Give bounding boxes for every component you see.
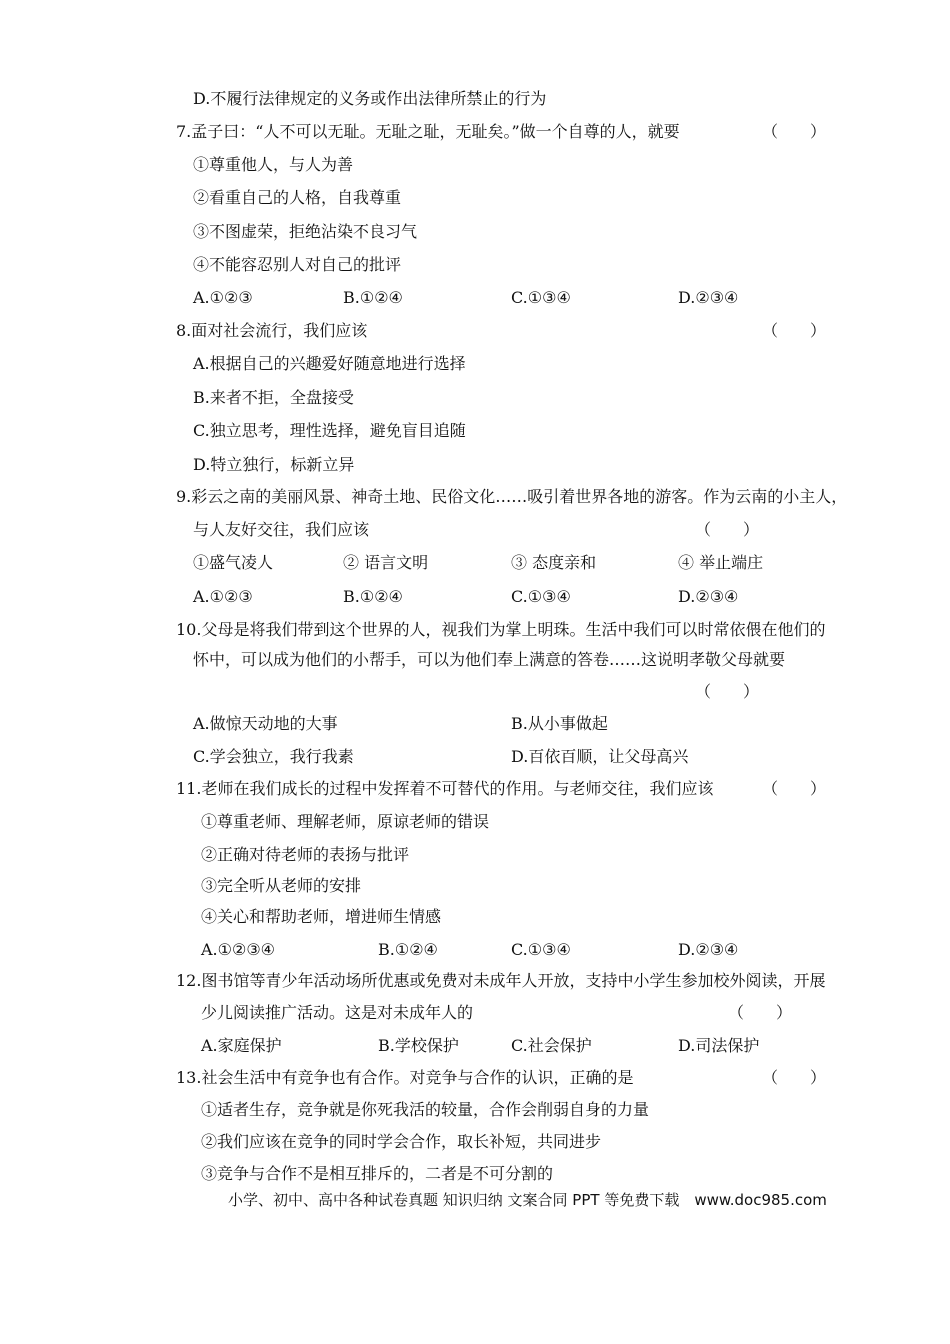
q7-choice-a: A.①②③ — [193, 288, 253, 307]
q9-item-4: ④ 举止端庄 — [678, 553, 764, 572]
q9-choice-b: B.①②④ — [343, 587, 403, 606]
q12-choice-a: A.家庭保护 — [201, 1036, 282, 1055]
q7-item-4: ④不能容忍别人对自己的批评 — [193, 255, 402, 274]
q7-item-3: ③不图虚荣，拒绝沾染不良习气 — [193, 222, 418, 241]
q12-stem-line2: 少儿阅读推广活动。这是对未成年人的 — [201, 1003, 474, 1022]
q10-option-b: B.从小事做起 — [511, 714, 608, 733]
q10-stem-line2: 怀中，可以成为他们的小帮手，可以为他们奉上满意的答卷……这说明孝敬父母就要 — [193, 650, 786, 669]
q8-option-d: D.特立独行，标新立异 — [193, 455, 355, 474]
q8-option-a: A.根据自己的兴趣爱好随意地进行选择 — [193, 354, 466, 373]
q12-answer-paren: （ ） — [728, 1003, 793, 1022]
q6-option-d: D.不履行法律规定的义务或作出法律所禁止的行为 — [193, 89, 547, 108]
q12-stem-line1: 12.图书馆等青少年活动场所优惠或免费对未成年人开放，支持中小学生参加校外阅读，开展 — [176, 971, 826, 990]
q9-answer-paren: （ ） — [695, 520, 760, 539]
q12-choice-d: D.司法保护 — [678, 1036, 760, 1055]
q8-answer-paren: （ ） — [762, 321, 827, 340]
q7-choice-b: B.①②④ — [343, 288, 403, 307]
q10-option-d: D.百依百顺，让父母高兴 — [511, 747, 689, 766]
q10-answer-paren: （ ） — [695, 682, 760, 701]
q13-item-1: ①适者生存，竞争就是你死我活的较量，合作会削弱自身的力量 — [201, 1100, 650, 1119]
q11-choice-d: D.②③④ — [678, 940, 739, 959]
q9-item-1: ①盛气凌人 — [193, 553, 274, 572]
q9-item-2: ② 语言文明 — [343, 553, 429, 572]
q8-option-c: C.独立思考，理性选择，避免盲目追随 — [193, 421, 466, 440]
q8-option-b: B.来者不拒，全盘接受 — [193, 388, 354, 407]
q10-option-c: C.学会独立，我行我素 — [193, 747, 354, 766]
q9-item-3: ③ 态度亲和 — [511, 553, 597, 572]
q11-choice-c: C.①③④ — [511, 940, 571, 959]
q9-choice-d: D.②③④ — [678, 587, 739, 606]
page-footer: 小学、初中、高中各种试卷真题 知识归纳 文案合同 PPT 等免费下载 www.doc985.com — [228, 1191, 827, 1209]
q11-item-2: ②正确对待老师的表扬与批评 — [201, 845, 410, 864]
q7-answer-paren: （ ） — [762, 122, 827, 141]
q9-stem-line1: 9.彩云之南的美丽风景、神奇土地、民俗文化……吸引着世界各地的游客。作为云南的小主人， — [176, 487, 848, 506]
q7-choice-d: D.②③④ — [678, 288, 739, 307]
q11-item-3: ③完全听从老师的安排 — [201, 876, 362, 895]
q13-answer-paren: （ ） — [762, 1068, 827, 1087]
q11-item-4: ④关心和帮助老师，增进师生情感 — [201, 907, 442, 926]
q8-stem: 8.面对社会流行，我们应该 — [176, 321, 368, 340]
q10-option-a: A.做惊天动地的大事 — [193, 714, 338, 733]
q12-choice-c: C.社会保护 — [511, 1036, 592, 1055]
q7-choice-c: C.①③④ — [511, 288, 571, 307]
q7-item-2: ②看重自己的人格，自我尊重 — [193, 188, 402, 207]
q11-answer-paren: （ ） — [762, 779, 827, 798]
q9-choice-c: C.①③④ — [511, 587, 571, 606]
q9-stem-line2: 与人友好交往，我们应该 — [193, 520, 370, 539]
q11-stem: 11.老师在我们成长的过程中发挥着不可替代的作用。与老师交往，我们应该 — [176, 779, 714, 798]
q9-choice-a: A.①②③ — [193, 587, 253, 606]
q13-item-3: ③竞争与合作不是相互排斥的，二者是不可分割的 — [201, 1164, 554, 1183]
q11-item-1: ①尊重老师、理解老师，原谅老师的错误 — [201, 812, 490, 831]
q11-choice-a: A.①②③④ — [201, 940, 276, 959]
q7-stem: 7.孟子曰：“人不可以无耻。无耻之耻，无耻矣。”做一个自尊的人，就要 — [176, 122, 680, 141]
q12-choice-b: B.学校保护 — [378, 1036, 459, 1055]
q11-choice-b: B.①②④ — [378, 940, 438, 959]
q7-item-1: ①尊重他人，与人为善 — [193, 155, 354, 174]
q13-stem: 13.社会生活中有竞争也有合作。对竞争与合作的认识，正确的是 — [176, 1068, 634, 1087]
q13-item-2: ②我们应该在竞争的同时学会合作，取长补短，共同进步 — [201, 1132, 602, 1151]
q10-stem-line1: 10.父母是将我们带到这个世界的人，视我们为掌上明珠。生活中我们可以时常依偎在他们的 — [176, 620, 826, 639]
